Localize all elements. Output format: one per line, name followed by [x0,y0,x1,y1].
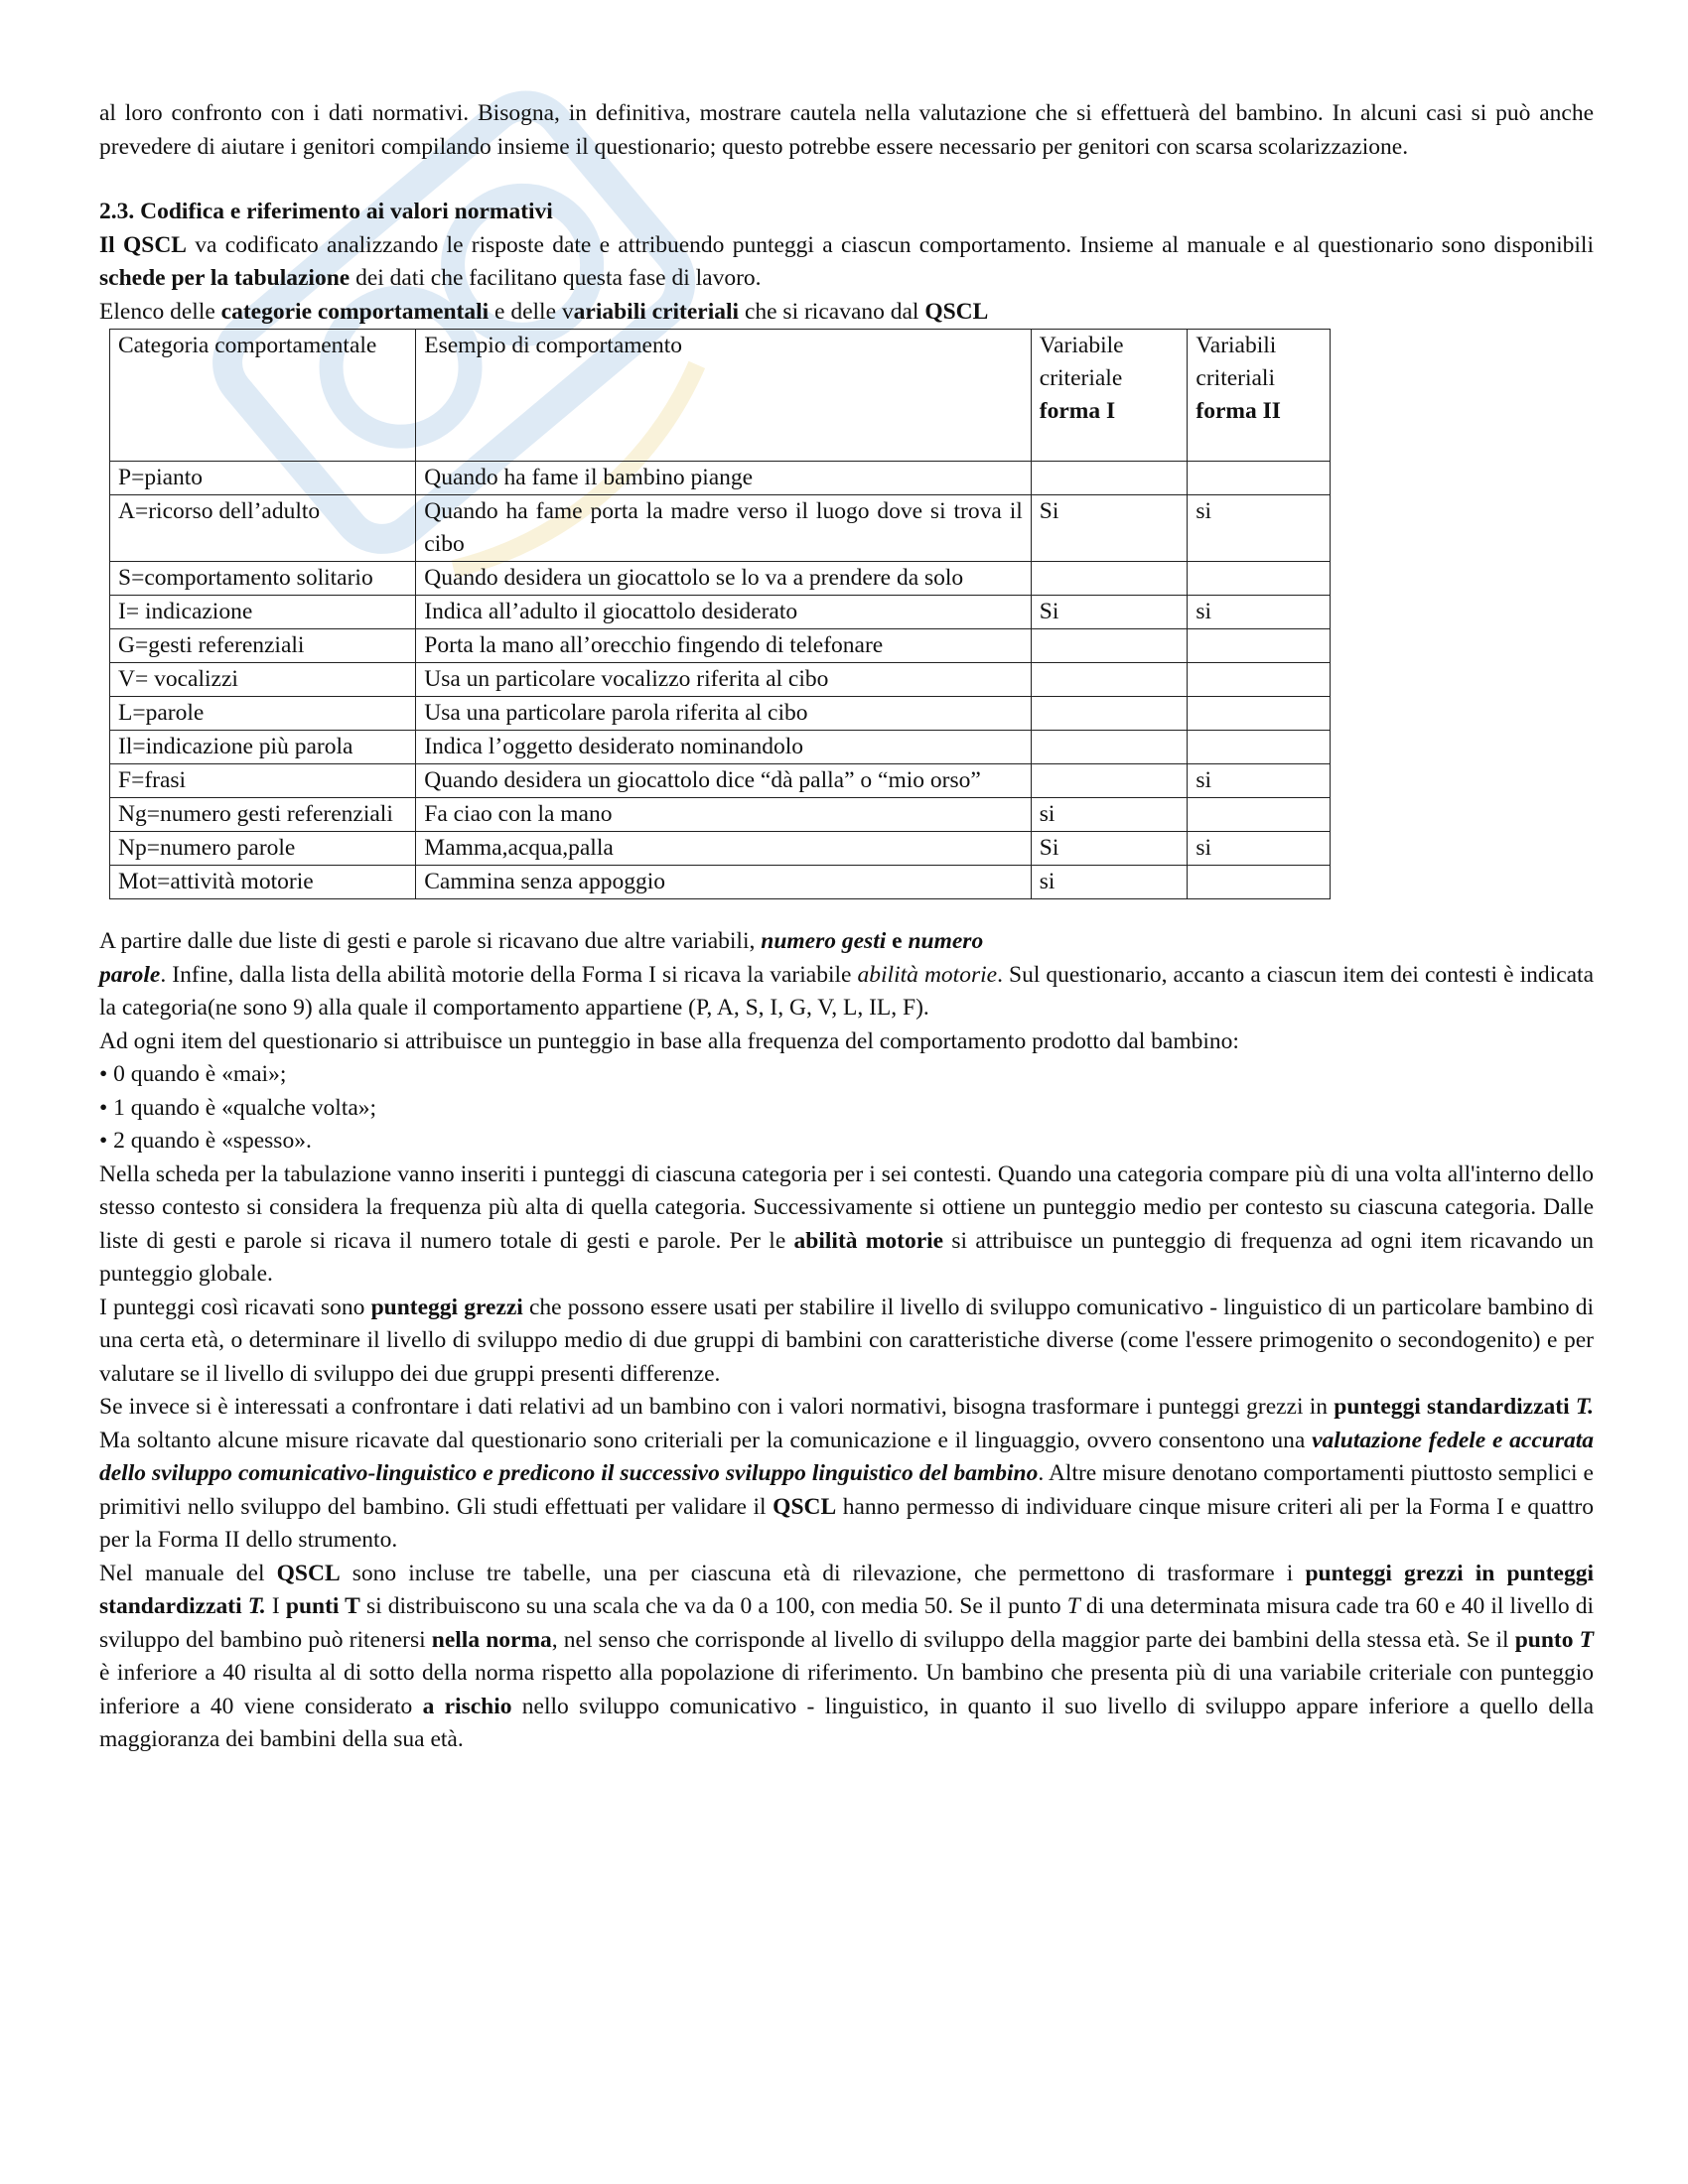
cell-example: Quando desidera un giocattolo dice “dà palla” o “mio orso” [416,764,1032,798]
cell-form2 [1188,697,1331,731]
table-row [110,462,1331,495]
cell-category: Il=indicazione più parola [110,731,416,764]
table-row [110,764,1331,798]
cell-category: S=comportamento solitario [110,562,416,596]
document-page [99,97,1594,1757]
cell-form1: Si [1031,832,1188,866]
table-row [110,596,1331,629]
table-row [110,832,1331,866]
header-form2: Variabili criteriali forma II [1188,330,1331,462]
raw-scores-paragraph: I punteggi così ricavati sono punteggi grezzi che possono essere usati per stabilire il livello di sviluppo comunicativo - linguistico di un particolare bambino di una certa età, o determinare il livello di sviluppo medio di due gruppi di bambini con caratteristiche diverse (come l'essere primogenito o secondogenito) e per valutare se il livello di sviluppo dei due gruppi presenti differenze. [99,1294,1594,1387]
section-heading: 2.3. Codifica e riferimento ai valori normativi [99,199,553,224]
cell-form2 [1188,562,1331,596]
table-row [110,798,1331,832]
header-form1: Variabile criteriale forma I [1031,330,1188,462]
list-item: • 2 quando è «spesso». [99,1128,312,1154]
cell-form1 [1031,462,1188,495]
cell-form2: si [1188,832,1331,866]
cell-category: Mot=attività motorie [110,866,416,899]
cell-example: Porta la mano all’orecchio fingendo di telefonare [416,629,1032,663]
list-item: • 1 quando è «qualche volta»; [99,1094,377,1121]
cell-example: Usa un particolare vocalizzo riferita al cibo [416,663,1032,697]
variables-paragraph: A partire dalle due liste di gesti e parole si ricavano due altre variabili, numero gesti e numero parole. Infine, dalla lista della abilità motorie della Forma I si ricava la variabile abilità motorie. Sul questionario, accanto a ciascun item dei contesti è indicata la categoria(ne sono 9) alla quale il comportamento appartiene (P, A, S, I, G, V, L, IL, F). [99,928,1595,1021]
table-row [110,495,1331,562]
categories-table [109,329,1331,899]
cell-category: V= vocalizzi [110,663,416,697]
cell-form2 [1188,731,1331,764]
codifica-paragraph: Il QSCL va codificato analizzando le risposte date e attribuendo punteggi a ciascun comportamento. Insieme al manuale e al questionario sono disponibili schede per la tabulazione dei dati che facilitano questa fase di lavoro. [99,231,1594,291]
cell-example: Indica all’adulto il giocattolo desiderato [416,596,1032,629]
cell-form1 [1031,731,1188,764]
tabulation-paragraph: Nella scheda per la tabulazione vanno inseriti i punteggi di ciascuna categoria per i sei contesti. Quando una categoria compare più di una volta all'interno dello stesso contesto si considera la frequenza più alta di quella categoria. Successivamente si ottiene un punteggio medio per contesto su ciascuna categoria. Dalle liste di gesti e parole si ricava il numero totale di gesti e parole. Per le abilità motorie si attribuisce un punteggio di frequenza ad ogni item ricavando un punteggio globale. [99,1160,1594,1287]
table-row [110,866,1331,899]
cell-category: L=parole [110,697,416,731]
cell-category: Np=numero parole [110,832,416,866]
table-row [110,562,1331,596]
cell-example: Mamma,acqua,palla [416,832,1032,866]
table-caption: Elenco delle categorie comportamentali e delle variabili criteriali che si ricavano dal QSCL [99,298,989,325]
intro-paragraph: al loro confronto con i dati normativi. Bisogna, in definitiva, mostrare cautela nella valutazione che si effettuerà del bambino. In alcuni casi si può anche prevedere di aiutare i genitori compilando insieme il questionario; questo potrebbe essere necessario per genitori con scarsa scolarizzazione. [99,100,1594,160]
cell-form1: Si [1031,596,1188,629]
cell-form1 [1031,663,1188,697]
cell-form1 [1031,562,1188,596]
table-row [110,731,1331,764]
cell-example: Usa una particolare parola riferita al cibo [416,697,1032,731]
cell-example: Quando ha fame porta la madre verso il luogo dove si trova il cibo [416,495,1032,562]
cell-form1: si [1031,866,1188,899]
table-row [110,697,1331,731]
cell-form1 [1031,764,1188,798]
cell-category: P=pianto [110,462,416,495]
cell-form1: Si [1031,495,1188,562]
scoring-intro: Ad ogni item del questionario si attribuisce un punteggio in base alla frequenza del comportamento prodotto dal bambino: [99,1027,1239,1054]
cell-form2: si [1188,495,1331,562]
cell-example: Cammina senza appoggio [416,866,1032,899]
cell-example: Fa ciao con la mano [416,798,1032,832]
list-item: • 0 quando è «mai»; [99,1061,287,1087]
cell-category: Ng=numero gesti referenziali [110,798,416,832]
header-example: Esempio di comportamento [416,330,1032,462]
cell-form1 [1031,697,1188,731]
cell-form2: si [1188,596,1331,629]
cell-form2 [1188,798,1331,832]
table-header-row [110,330,1331,462]
cell-category: A=ricorso dell’adulto [110,495,416,562]
standardized-paragraph: Se invece si è interessati a confrontare i dati relativi ad un bambino con i valori normativi, bisogna trasformare i punteggi grezzi in punteggi standardizzati T. Ma soltanto alcune misure ricavate dal questionario sono criteriali per la comunicazione e il linguaggio, ovvero consentono una valutazione fedele e accurata dello sviluppo comunicativo-linguistico e predicono il successivo sviluppo linguistico del bambino. Altre misure denotano comportamenti piuttosto semplici e primitivi nello sviluppo del bambino. Gli studi effettuati per validare il QSCL hanno permesso di individuare cinque misure criteri ali per la Forma I e quattro per la Forma II dello strumento. [99,1394,1594,1553]
manual-paragraph: Nel manuale del QSCL sono incluse tre tabelle, una per ciascuna età di rilevazione, che permettono di trasformare i punteggi grezzi in punteggi standardizzati T. I punti T si distribuiscono su una scala che va da 0 a 100, con media 50. Se il punto T di una determinata misura cade tra 60 e 40 il livello di sviluppo del bambino può ritenersi nella norma, nel senso che corrisponde al livello di sviluppo della maggior parte dei bambini della stessa età. Se il punto T è inferiore a 40 risulta al di sotto della norma rispetto alla popolazione di riferimento. Un bambino che presenta più di una variabile criteriale con punteggio inferiore a 40 viene considerato a rischio nello sviluppo comunicativo - linguistico, in quanto il suo livello di sviluppo appare inferiore a quello della maggioranza dei bambini della sua età. [99,1560,1594,1752]
table-row [110,663,1331,697]
cell-form2 [1188,663,1331,697]
cell-category: I= indicazione [110,596,416,629]
cell-form2: si [1188,764,1331,798]
cell-form2 [1188,462,1331,495]
cell-example: Quando ha fame il bambino piange [416,462,1032,495]
header-category: Categoria comportamentale [110,330,416,462]
cell-form2 [1188,866,1331,899]
cell-form1: si [1031,798,1188,832]
table-row [110,629,1331,663]
cell-example: Indica l’oggetto desiderato nominandolo [416,731,1032,764]
cell-category: G=gesti referenziali [110,629,416,663]
cell-form1 [1031,629,1188,663]
cell-example: Quando desidera un giocattolo se lo va a prendere da solo [416,562,1032,596]
scoring-list [99,1058,1594,1159]
cell-form2 [1188,629,1331,663]
cell-category: F=frasi [110,764,416,798]
